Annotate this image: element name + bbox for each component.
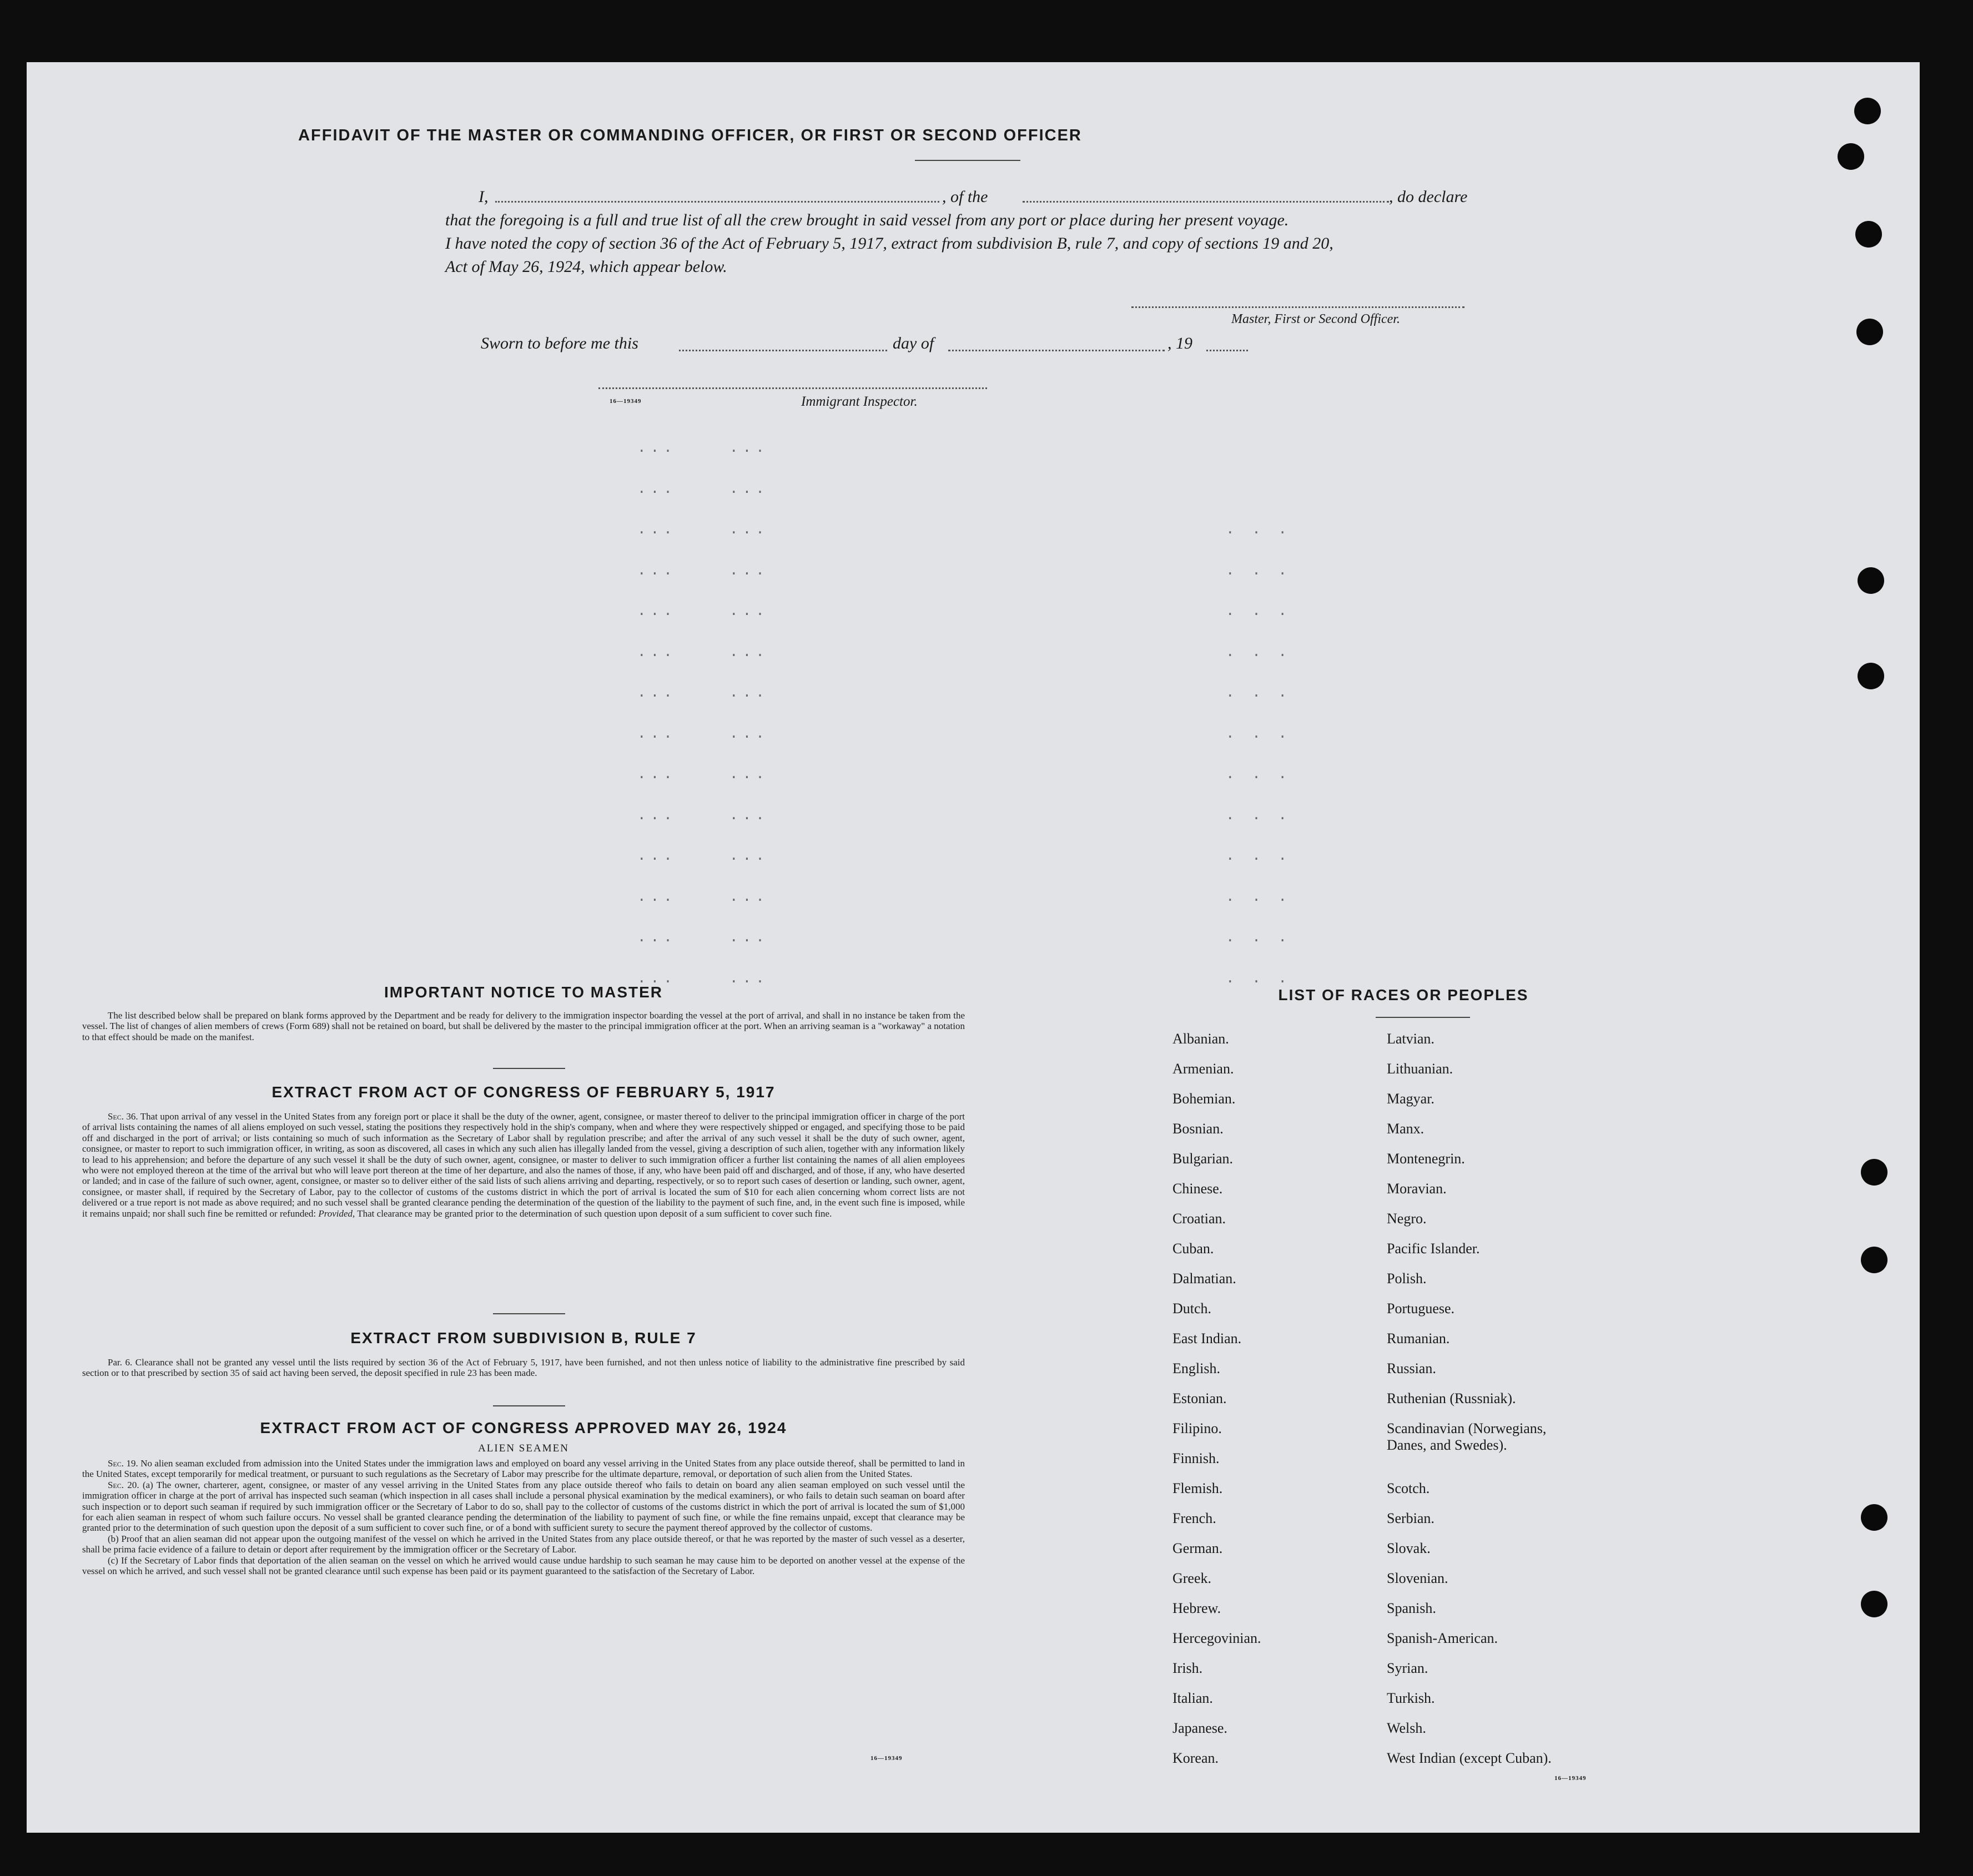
guide-dots: . . . bbox=[1226, 848, 1292, 864]
guide-dots: ... bbox=[637, 888, 677, 905]
race-item: Polish. bbox=[1387, 1270, 1427, 1287]
rule7-divider bbox=[493, 1405, 565, 1406]
sec36-label: Sec. 36. bbox=[108, 1111, 138, 1122]
guide-dots: ... bbox=[637, 766, 677, 783]
guide-dots: . . . bbox=[1226, 970, 1292, 987]
sworn-day-of: day of bbox=[893, 334, 934, 352]
rule7-paragraph: Par. 6. Clearance shall not be granted any vessel until the lists required by section 36 of the Act of February 5, 1917, have been furnished, and not then unless notice of liability to the administrative fine prescribed by said section or to that prescribed by section 35 of said act having been served, the deposit specified in rule 23 has been made. bbox=[82, 1357, 965, 1379]
sec20a-text: (a) The owner, charterer, agent, consignee, or master of any vessel arriving in the United States from any place outside thereof who fails to detain on board any alien seaman employed on such vessel until the immigration officer in charge at the port of arrival has inspected such seaman (which inspection in all cases shall include a personal physical examination by the medical examiners), or who fails to detain such seaman on board after such inspection or to deport such seaman if required by such immigration officer or the Secretary of Labor to do so, shall pay to the collector of customs of the customs district in which the port of arrival is located the sum of $1,000 for each alien seaman in respect of whom such failure occurs. No vessel shall be granted clearance pending the determination of the liability to payment of such fine, or while the fine remains unpaid, except that clearance may be granted prior to the determination of such question upon the deposit of a sum sufficient to cover such fine, or of a bond with sufficient surety to secure the payment thereof approved by the collector of customs. bbox=[82, 1479, 965, 1534]
race-item: Spanish-American. bbox=[1387, 1630, 1498, 1646]
race-item: Moravian. bbox=[1387, 1181, 1447, 1197]
proviso-text: That clearance may be granted prior to the determination of such question upon deposit of a sum sufficient to cover such fine. bbox=[357, 1208, 832, 1219]
sworn-day-blank[interactable] bbox=[679, 350, 887, 351]
race-item: French. bbox=[1172, 1510, 1216, 1526]
sec36-text: That upon arrival of any vessel in the United States from any foreign port or place it shall be the duty of the owner, agent, consignee, or master thereof to deliver to the principal immigration officer in charge of the port of arrival lists containing the names of all aliens employed on such vessel, stating the positions they respectively hold in the ship's company, when and where they were respectively shipped or engaged, and specifying those to be paid off and discharged in the port of arrival; or lists containing so much of such information as the Secretary of Labor shall by regulation prescribe; and after the arrival of any such vessel it shall be the duty of such owner, agent, consignee, or master to report to such immigration officer, in writing, as soon as discovered, all cases in which any such alien has illegally landed from the vessel, giving a description of such alien, together with any information likely to lead to his apprehension; and before the departure of any such vessel it shall be the duty of such owner, agent, consignee, or master to deliver to such immigration officer a further list containing the names of all alien employees who were not employed thereon at the time of the arrival but who will leave port thereon at the time of her departure, and also the names of those, if any, who have been paid off and discharged, and of those, if any, who have deserted or landed; and in case of the failure of such owner, agent, consignee, or master so to deliver either of the said lists of such aliens arriving and departing, respectively, or so to report such cases of desertion or landing, such owner, agent, consignee, or master shall, if required by the Secretary of Labor, pay to the collector of customs of the customs district in which the port of arrival is located the sum of $10 for each alien concerning whom correct lists are not delivered or a true report is not made as above required; and no such vessel shall be granted clearance pending the determination of the question of the liability to the payment of such fine, and, in the event such fine is imposed, while it remains unpaid; nor shall such fine be remitted or refunded: bbox=[82, 1111, 965, 1219]
race-item: Irish. bbox=[1172, 1660, 1203, 1676]
guide-dots: . . . bbox=[1226, 888, 1292, 905]
race-item: English. bbox=[1172, 1360, 1220, 1376]
guide-dots: . . . bbox=[1226, 562, 1292, 579]
guide-dots: ... bbox=[729, 480, 769, 497]
race-item: Serbian. bbox=[1387, 1510, 1435, 1526]
guide-dots: ... bbox=[729, 440, 769, 456]
sworn-year-blank[interactable] bbox=[1206, 350, 1248, 351]
guide-dots: ... bbox=[637, 929, 677, 946]
guide-dots: ... bbox=[729, 766, 769, 783]
guide-dots: ... bbox=[637, 806, 677, 824]
races-divider bbox=[1376, 1017, 1470, 1018]
notice-title: IMPORTANT NOTICE TO MASTER bbox=[384, 984, 663, 1001]
guide-dots: ... bbox=[637, 562, 677, 579]
race-item: Spanish. bbox=[1387, 1600, 1436, 1616]
race-item: Magyar. bbox=[1387, 1091, 1435, 1107]
races-title: LIST OF RACES OR PEOPLES bbox=[1278, 986, 1529, 1003]
race-item: German. bbox=[1172, 1540, 1223, 1556]
race-item: Cuban. bbox=[1172, 1240, 1214, 1257]
race-item: Rumanian. bbox=[1387, 1330, 1450, 1347]
inspector-label: Immigrant Inspector. bbox=[801, 394, 918, 409]
proviso-label: Provided, bbox=[318, 1208, 355, 1219]
sec20b-text: (b) Proof that an alien seaman did not appear upon the outgoing manifest of the vessel on which he arrived in the United States from any place outside thereof, or that he was reported by the master of such vessel as a deserter, shall be prima facie evidence of a failure to detain or deport after requirement by the immigration officer or the Secretary of Labor. bbox=[82, 1533, 965, 1555]
guide-dots: ... bbox=[729, 888, 769, 905]
form-number-left: 16—19349 bbox=[870, 1755, 903, 1762]
sec20-label: Sec. 20. bbox=[108, 1479, 139, 1490]
guide-dots: ... bbox=[729, 848, 769, 864]
notice-divider bbox=[493, 1068, 565, 1069]
guide-dots: ... bbox=[637, 440, 677, 456]
guide-dots: . . . bbox=[1226, 603, 1292, 619]
guide-dots: ... bbox=[637, 684, 677, 701]
sworn-year-prefix: , 19 bbox=[1167, 334, 1192, 352]
race-item: Finnish. bbox=[1172, 1450, 1220, 1466]
punch-hole bbox=[1861, 1247, 1888, 1273]
race-item: Flemish. bbox=[1172, 1480, 1223, 1496]
affidavit-line-3: I have noted the copy of section 36 of the Act of February 5, 1917, extract from subdivision B, rule 7, and copy of sections 19 and 20, bbox=[445, 234, 1333, 253]
guide-dots: ... bbox=[729, 725, 769, 742]
race-item: Scotch. bbox=[1387, 1480, 1430, 1496]
affidavit-line-2: that the foregoing is a full and true list of all the crew brought in said vessel from any port or place during her present voyage. bbox=[445, 211, 1289, 229]
affidavit-of-the: , of the bbox=[942, 188, 988, 206]
affidavit-do-declare: , do declare bbox=[1389, 188, 1468, 206]
race-item: Bulgarian. bbox=[1172, 1151, 1234, 1167]
race-item: Italian. bbox=[1172, 1690, 1213, 1706]
guide-dots: ... bbox=[637, 603, 677, 619]
guide-dots: . . . bbox=[1226, 643, 1292, 660]
guide-dots: ... bbox=[729, 603, 769, 619]
race-item: Hercegovinian. bbox=[1172, 1630, 1261, 1646]
guide-dots: ... bbox=[729, 562, 769, 579]
race-item: Bohemian. bbox=[1172, 1091, 1236, 1107]
guide-dots: ... bbox=[637, 643, 677, 660]
guide-dots: ... bbox=[729, 970, 769, 987]
guide-dots: . . . bbox=[1226, 684, 1292, 701]
vessel-blank[interactable] bbox=[1023, 201, 1389, 203]
race-item: Pacific Islander. bbox=[1387, 1240, 1480, 1257]
race-item: Chinese. bbox=[1172, 1181, 1223, 1197]
race-item: Filipino. bbox=[1172, 1420, 1222, 1436]
affidavit-i: I, bbox=[479, 188, 489, 206]
race-item: Korean. bbox=[1172, 1750, 1219, 1766]
race-item: Montenegrin. bbox=[1387, 1151, 1465, 1167]
race-item: Welsh. bbox=[1387, 1720, 1426, 1736]
punch-hole bbox=[1854, 98, 1881, 124]
races-column-2 bbox=[1387, 1031, 1609, 1780]
race-item: Albanian. bbox=[1172, 1031, 1229, 1047]
race-item: Slovenian. bbox=[1387, 1570, 1448, 1586]
race-item: Turkish. bbox=[1387, 1690, 1435, 1706]
guide-dots: ... bbox=[637, 521, 677, 538]
guide-dots: ... bbox=[637, 848, 677, 864]
race-item: Dalmatian. bbox=[1172, 1270, 1236, 1287]
notice-text bbox=[82, 1010, 965, 1042]
race-item: Lithuanian. bbox=[1387, 1061, 1453, 1077]
extract-1917-divider bbox=[493, 1313, 565, 1314]
notice-paragraph: The list described below shall be prepared on blank forms approved by the Department and be ready for delivery to the immigration inspector boarding the vessel at the port of arrival, and shall in no instance be taken from the vessel. The list of changes of alien members of crews (Form 689) shall not be retained on board, but shall be delivered by the master to the principal immigration officer at the port. When an arriving seaman is a "workaway" a notation to that effect should be made on the manifest. bbox=[82, 1010, 965, 1042]
name-blank[interactable] bbox=[495, 201, 939, 203]
sec19-text: No alien seaman excluded from admission into the United States under the immigration laws and employed on board any vessel arriving in the United States from any place outside thereof, shall be permitted to land in the United States, except temporarily for medical treatment, or pursuant to such regulations as the Secretary of Labor may prescribe for the ultimate departure, removal, or deportation of such alien from the United States. bbox=[82, 1458, 965, 1480]
guide-dots: . . . bbox=[1226, 725, 1292, 742]
guide-dots: ... bbox=[729, 521, 769, 538]
affidavit-title: AFFIDAVIT OF THE MASTER OR COMMANDING OFFICER, OR FIRST OR SECOND OFFICER bbox=[298, 127, 1082, 144]
race-item: Estonian. bbox=[1172, 1390, 1227, 1406]
race-item: Hebrew. bbox=[1172, 1600, 1221, 1616]
extract-1924-title: EXTRACT FROM ACT OF CONGRESS APPROVED MAY 26, 1924 bbox=[260, 1419, 787, 1436]
document-page bbox=[27, 62, 1920, 1833]
title-divider bbox=[915, 160, 1020, 161]
race-item: Syrian. bbox=[1387, 1660, 1428, 1676]
extract-1924-text bbox=[82, 1458, 965, 1576]
rule7-title: EXTRACT FROM SUBDIVISION B, RULE 7 bbox=[350, 1329, 697, 1347]
race-item: Japanese. bbox=[1172, 1720, 1227, 1736]
sec20c-text: (c) If the Secretary of Labor finds that deportation of the alien seaman on the vessel on which he arrived would cause undue hardship to such seaman he may cause him to be deported on another vessel at the expense of the vessel on which he arrived, and such vessel shall not be granted clearance until such expense has been paid or its payment guaranteed to the satisfaction of the Secretary of Labor. bbox=[82, 1555, 965, 1577]
race-item: Dutch. bbox=[1172, 1300, 1212, 1317]
guide-dots: ... bbox=[729, 806, 769, 824]
race-item: Croatian. bbox=[1172, 1211, 1226, 1227]
affidavit-body bbox=[445, 185, 1528, 279]
punch-hole bbox=[1858, 663, 1884, 689]
guide-dots: ... bbox=[637, 725, 677, 742]
extract-1917-text bbox=[82, 1111, 965, 1219]
race-item: Slovak. bbox=[1387, 1540, 1431, 1556]
guide-dots: . . . bbox=[1226, 806, 1292, 824]
sworn-month-blank[interactable] bbox=[948, 350, 1165, 351]
guide-dots: . . . bbox=[1226, 521, 1292, 538]
guide-dots: ... bbox=[729, 643, 769, 660]
race-item: Latvian. bbox=[1387, 1031, 1435, 1047]
guide-dots: ... bbox=[637, 480, 677, 497]
race-item: Scandinavian (Norwegians, Danes, and Swedes). bbox=[1387, 1420, 1547, 1453]
race-item: Ruthenian (Russniak). bbox=[1387, 1390, 1516, 1406]
race-item: Manx. bbox=[1387, 1121, 1425, 1137]
form-number-races: 16—19349 bbox=[1554, 1775, 1587, 1782]
affidavit-line-4: Act of May 26, 1924, which appear below. bbox=[445, 258, 727, 276]
master-signature-line[interactable] bbox=[1131, 306, 1464, 308]
guide-dots: ... bbox=[729, 929, 769, 946]
master-signature-label: Master, First or Second Officer. bbox=[1231, 312, 1400, 326]
race-item: West Indian (except Cuban). bbox=[1387, 1750, 1552, 1766]
punch-hole bbox=[1855, 221, 1882, 248]
race-item: Bosnian. bbox=[1172, 1121, 1224, 1137]
race-item: East Indian. bbox=[1172, 1330, 1242, 1347]
punch-hole bbox=[1861, 1504, 1888, 1531]
alien-seamen-subtitle: ALIEN SEAMEN bbox=[478, 1443, 569, 1454]
guide-dots: ... bbox=[637, 970, 677, 987]
race-item: Greek. bbox=[1172, 1570, 1212, 1586]
race-item: Portuguese. bbox=[1387, 1300, 1455, 1317]
punch-hole bbox=[1861, 1159, 1888, 1186]
punch-hole bbox=[1856, 319, 1883, 345]
race-item: Negro. bbox=[1387, 1211, 1427, 1227]
punch-hole bbox=[1838, 143, 1864, 170]
races-column-1 bbox=[1172, 1031, 1261, 1780]
inspector-signature-line[interactable] bbox=[598, 387, 987, 389]
form-number-top: 16—19349 bbox=[610, 398, 642, 405]
race-item: Russian. bbox=[1387, 1360, 1436, 1376]
affidavit-line-1 bbox=[445, 185, 1528, 209]
extract-1917-title: EXTRACT FROM ACT OF CONGRESS OF FEBRUARY 5, 1917 bbox=[271, 1083, 776, 1101]
rule7-text bbox=[82, 1357, 965, 1379]
sworn-before: Sworn to before me this bbox=[481, 334, 638, 352]
guide-dots: . . . bbox=[1226, 929, 1292, 946]
punch-hole bbox=[1858, 567, 1884, 594]
race-item: Armenian. bbox=[1172, 1061, 1234, 1077]
sec19-label: Sec. 19. bbox=[108, 1458, 138, 1469]
guide-dots: . . . bbox=[1226, 766, 1292, 783]
punch-hole bbox=[1861, 1591, 1888, 1617]
guide-dots: ... bbox=[729, 684, 769, 701]
